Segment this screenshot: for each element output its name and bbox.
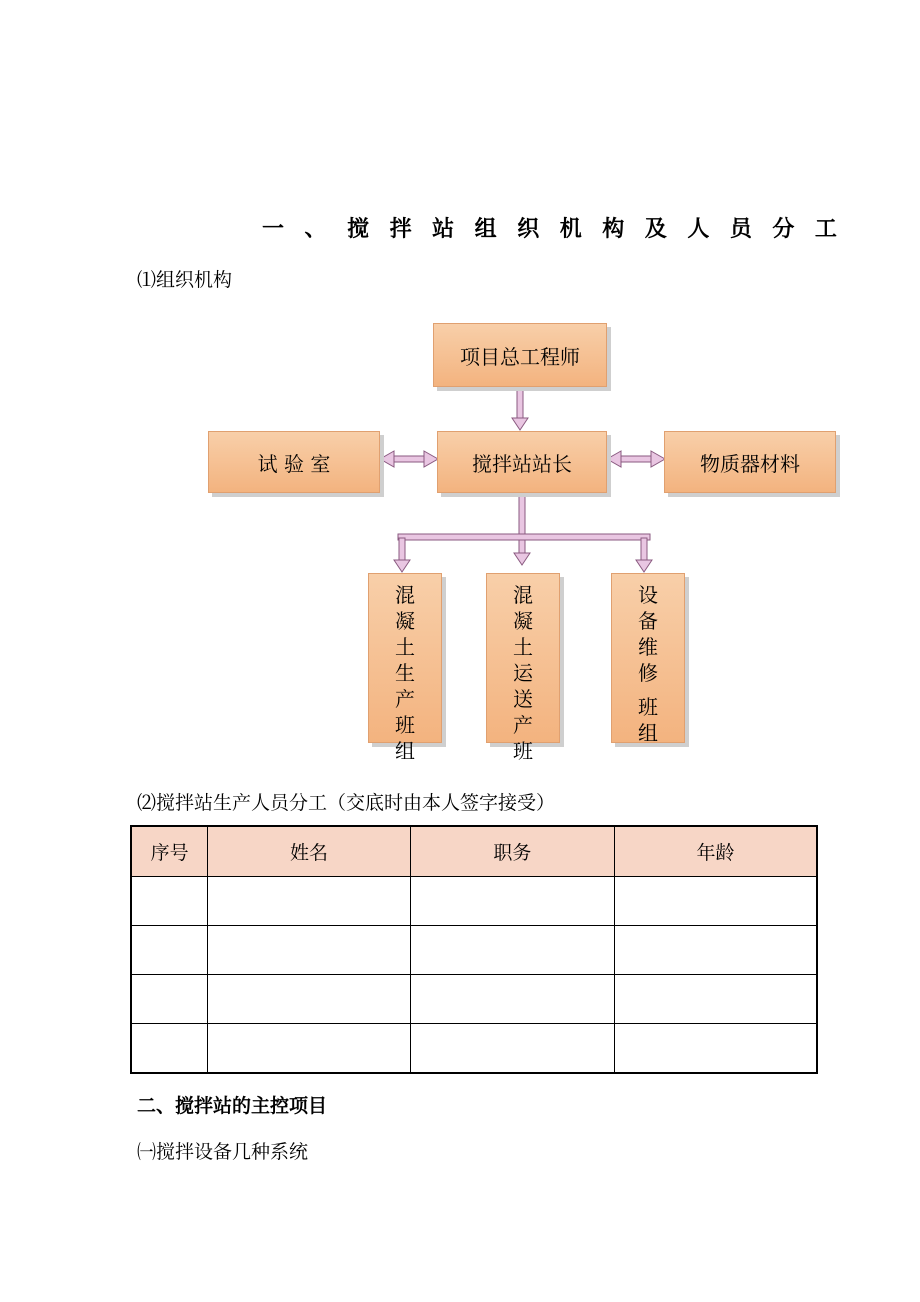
vertical-char: 凝 — [513, 609, 533, 633]
connector-child1 — [399, 538, 405, 562]
heading-char: 构 — [602, 216, 625, 242]
org-box-station-manager: 搅拌站站长 — [437, 431, 607, 493]
table-cell[interactable] — [131, 1024, 208, 1074]
table-row — [131, 1024, 817, 1074]
table-header: 年龄 — [615, 826, 817, 877]
table-cell[interactable] — [410, 1024, 614, 1074]
table-row — [131, 877, 817, 926]
vertical-char: 备 — [638, 609, 658, 633]
org-box-lab: 试 验 室 — [208, 431, 380, 493]
vertical-char: 混 — [395, 583, 415, 607]
heading-char: 织 — [517, 216, 540, 242]
org-box-materials: 物质器材料 — [664, 431, 836, 493]
table-cell[interactable] — [208, 975, 410, 1024]
vertical-char: 土 — [513, 635, 533, 659]
section-heading-2: 二、搅拌站的主控项目 — [137, 1095, 328, 1117]
vertical-char: 修 — [638, 661, 658, 685]
heading-char: 拌 — [389, 216, 412, 242]
subsection-mixing-systems: ㈠搅拌设备几种系统 — [137, 1141, 309, 1163]
table-header: 序号 — [131, 826, 208, 877]
vertical-char: 土 — [395, 635, 415, 659]
connector-child3 — [641, 538, 647, 562]
staff-table — [130, 825, 818, 1074]
vertical-char: 班 — [395, 713, 415, 737]
heading-char: 分 — [772, 216, 795, 242]
heading-char: 一 — [262, 216, 285, 242]
table-cell[interactable] — [615, 877, 817, 926]
vertical-char: 运 — [513, 661, 533, 685]
table-cell[interactable] — [131, 926, 208, 975]
vertical-char: 组 — [395, 739, 415, 763]
heading-char: 组 — [474, 216, 497, 242]
org-box-concrete-transport — [486, 573, 560, 763]
connector-right — [619, 456, 653, 462]
table-cell[interactable] — [208, 877, 410, 926]
vertical-char: 产 — [395, 687, 415, 711]
table-cell[interactable] — [208, 926, 410, 975]
subsection-org-structure: ⑴组织机构 — [137, 269, 233, 291]
vertical-char: 设 — [638, 583, 658, 607]
table-cell[interactable] — [208, 1024, 410, 1074]
heading-char: 及 — [644, 216, 667, 242]
heading-char: 、 — [304, 216, 327, 242]
vertical-char: 班 — [513, 739, 533, 763]
table-row — [131, 975, 817, 1024]
vertical-char: 维 — [638, 635, 658, 659]
table-cell[interactable] — [410, 877, 614, 926]
vertical-char: 组 — [638, 721, 658, 745]
connector-trunk — [519, 493, 525, 553]
heading-char: 搅 — [347, 216, 370, 242]
table-cell[interactable] — [131, 877, 208, 926]
table-cell[interactable] — [131, 975, 208, 1024]
vertical-char: 送 — [513, 687, 533, 711]
connector-top-center — [517, 390, 523, 420]
heading-char: 人 — [687, 216, 710, 242]
vertical-char: 产 — [513, 713, 533, 737]
connector-branch — [398, 534, 650, 540]
vertical-char — [645, 686, 651, 694]
table-header: 职务 — [410, 826, 614, 877]
table-cell[interactable] — [615, 975, 817, 1024]
heading-char: 站 — [432, 216, 455, 242]
vertical-char: 生 — [395, 661, 415, 685]
org-box-equipment-maintenance — [611, 573, 685, 743]
heading-char: 机 — [559, 216, 582, 242]
table-row — [131, 926, 817, 975]
org-box-concrete-production — [368, 573, 442, 763]
table-header: 姓名 — [208, 826, 410, 877]
vertical-char: 混 — [513, 583, 533, 607]
vertical-char: 凝 — [395, 609, 415, 633]
org-box-chief-engineer: 项目总工程师 — [433, 323, 607, 387]
heading-char: 员 — [729, 216, 752, 242]
table-cell[interactable] — [410, 975, 614, 1024]
heading-char: 工 — [814, 216, 837, 242]
subsection-staff-division: ⑵搅拌站生产人员分工（交底时由本人签字接受） — [137, 792, 556, 814]
table-cell[interactable] — [410, 926, 614, 975]
table-cell[interactable] — [615, 1024, 817, 1074]
connector-left — [392, 456, 426, 462]
vertical-char: 班 — [638, 695, 658, 719]
table-cell[interactable] — [615, 926, 817, 975]
table-header-row — [131, 826, 817, 877]
